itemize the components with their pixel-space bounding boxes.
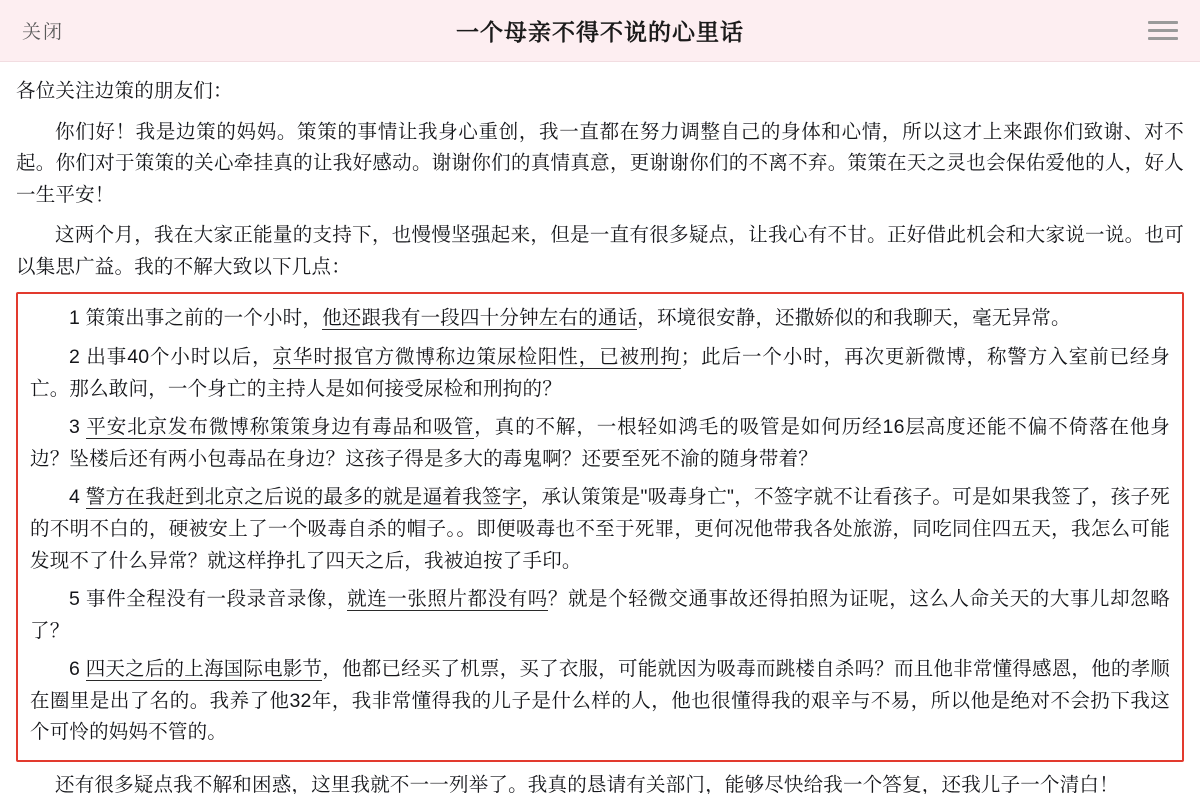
menu-line xyxy=(1148,37,1178,40)
point-number: 3 xyxy=(69,416,81,439)
highlighted-points-box xyxy=(16,292,1184,762)
point-number: 5 xyxy=(69,588,81,611)
list-item xyxy=(30,482,1170,577)
paragraph-2: 这两个月，我在大家正能量的支持下，也慢慢坚强起来，但是一直有很多疑点，让我心有不甘。正好借此机会和大家说一说。也可以集思广益。我的不解大致以下几点： xyxy=(16,224,1184,278)
salutation: 各位关注边策的朋友们： xyxy=(16,80,233,102)
hamburger-menu-icon[interactable] xyxy=(1058,21,1178,40)
article-body xyxy=(0,62,1200,794)
point-text-after: ？就是个轻微交通事故还得拍照为证呢，这么人命关天的大事儿却忽略了？ xyxy=(30,588,1170,642)
list-item xyxy=(30,584,1170,647)
point-number: 4 xyxy=(69,486,81,509)
point-underlined: 平安北京发布微博称策策身边有毒品和吸管 xyxy=(86,416,475,439)
point-text-before: 事件全程没有一段录音录像， xyxy=(86,588,348,611)
list-item xyxy=(30,303,1170,335)
point-text-after: ，承认策策是"吸毒身亡"，不签字就不让看孩子。可是如果我签了，孩子死的不明不白的，硬被安上了一个吸毒自杀的帽子。。即便吸毒也不至于死罪，更何况他带我各处旅游，同吃同住四五天，我怎么可能发现不了什么异常？就这样挣扎了四天之后，我被迫按了手印。 xyxy=(30,486,1170,572)
list-item xyxy=(30,342,1170,405)
point-text-after: ，环境很安静，还撒娇似的和我聊天，毫无异常。 xyxy=(637,307,1071,330)
list-item xyxy=(30,654,1170,749)
point-text-before: 出事40个小时以后， xyxy=(86,346,273,369)
page-title: 一个母亲不得不说的心里话 xyxy=(456,19,744,45)
point-underlined: 京华时报官方微博称边策尿检阳性，已被刑拘 xyxy=(272,346,681,369)
menu-line xyxy=(1148,21,1178,24)
close-button[interactable]: 关闭 xyxy=(22,22,65,43)
point-underlined: 四天之后的上海国际电影节 xyxy=(85,658,323,681)
paragraph-tail: 还有很多疑点我不解和困惑，这里我就不一一列举了。我真的恳请有关部门，能够尽快给我一个答复，还我儿子一个清白！ xyxy=(55,773,1119,794)
paragraph-tail-clipped xyxy=(16,770,1184,794)
point-number: 6 xyxy=(69,658,81,681)
point-number: 2 xyxy=(69,346,81,369)
document-header xyxy=(0,0,1200,62)
point-underlined: 他还跟我有一段四十分钟左右的通话 xyxy=(322,307,638,330)
point-underlined: 就连一张照片都没有吗 xyxy=(347,588,548,611)
point-number: 1 xyxy=(69,307,81,330)
point-text-after: ，真的不解，一根轻如鸿毛的吸管是如何历经16层高度还能不偏不倚落在他身边？坠楼后还有两小包毒品在身边？这孩子得是多大的毒鬼啊？还要至死不渝的随身带着？ xyxy=(30,416,1170,470)
menu-line xyxy=(1148,29,1178,32)
list-item xyxy=(30,412,1170,475)
point-underlined: 警方在我赶到北京之后说的最多的就是逼着我签字 xyxy=(85,486,522,509)
point-text-before: 策策出事之前的一个小时， xyxy=(85,307,323,330)
point-text-after: ；此后一个小时，再次更新微博，称警方入室前已经身亡。那么敢问，一个身亡的主持人是如何接受尿检和刑拘的？ xyxy=(30,346,1170,400)
paragraph-1: 你们好！我是边策的妈妈。策策的事情让我身心重创，我一直都在努力调整自己的身体和心情，所以这才上来跟你们致谢、对不起。你们对于策策的关心牵挂真的让我好感动。谢谢你们的真情真意，更谢谢你们的不离不弃。策策在天之灵也会保佑爱他的人，好人一生平安！ xyxy=(16,120,1184,206)
point-text-after: ，他都已经买了机票，买了衣服，可能就因为吸毒而跳楼自杀吗？而且他非常懂得感恩，他的孝顺在圈里是出了名的。我养了他32年，我非常懂得我的儿子是什么样的人，他也很懂得我的艰辛与不易，所以他是绝对不会扔下我这个可怜的妈妈不管的。 xyxy=(30,658,1170,744)
